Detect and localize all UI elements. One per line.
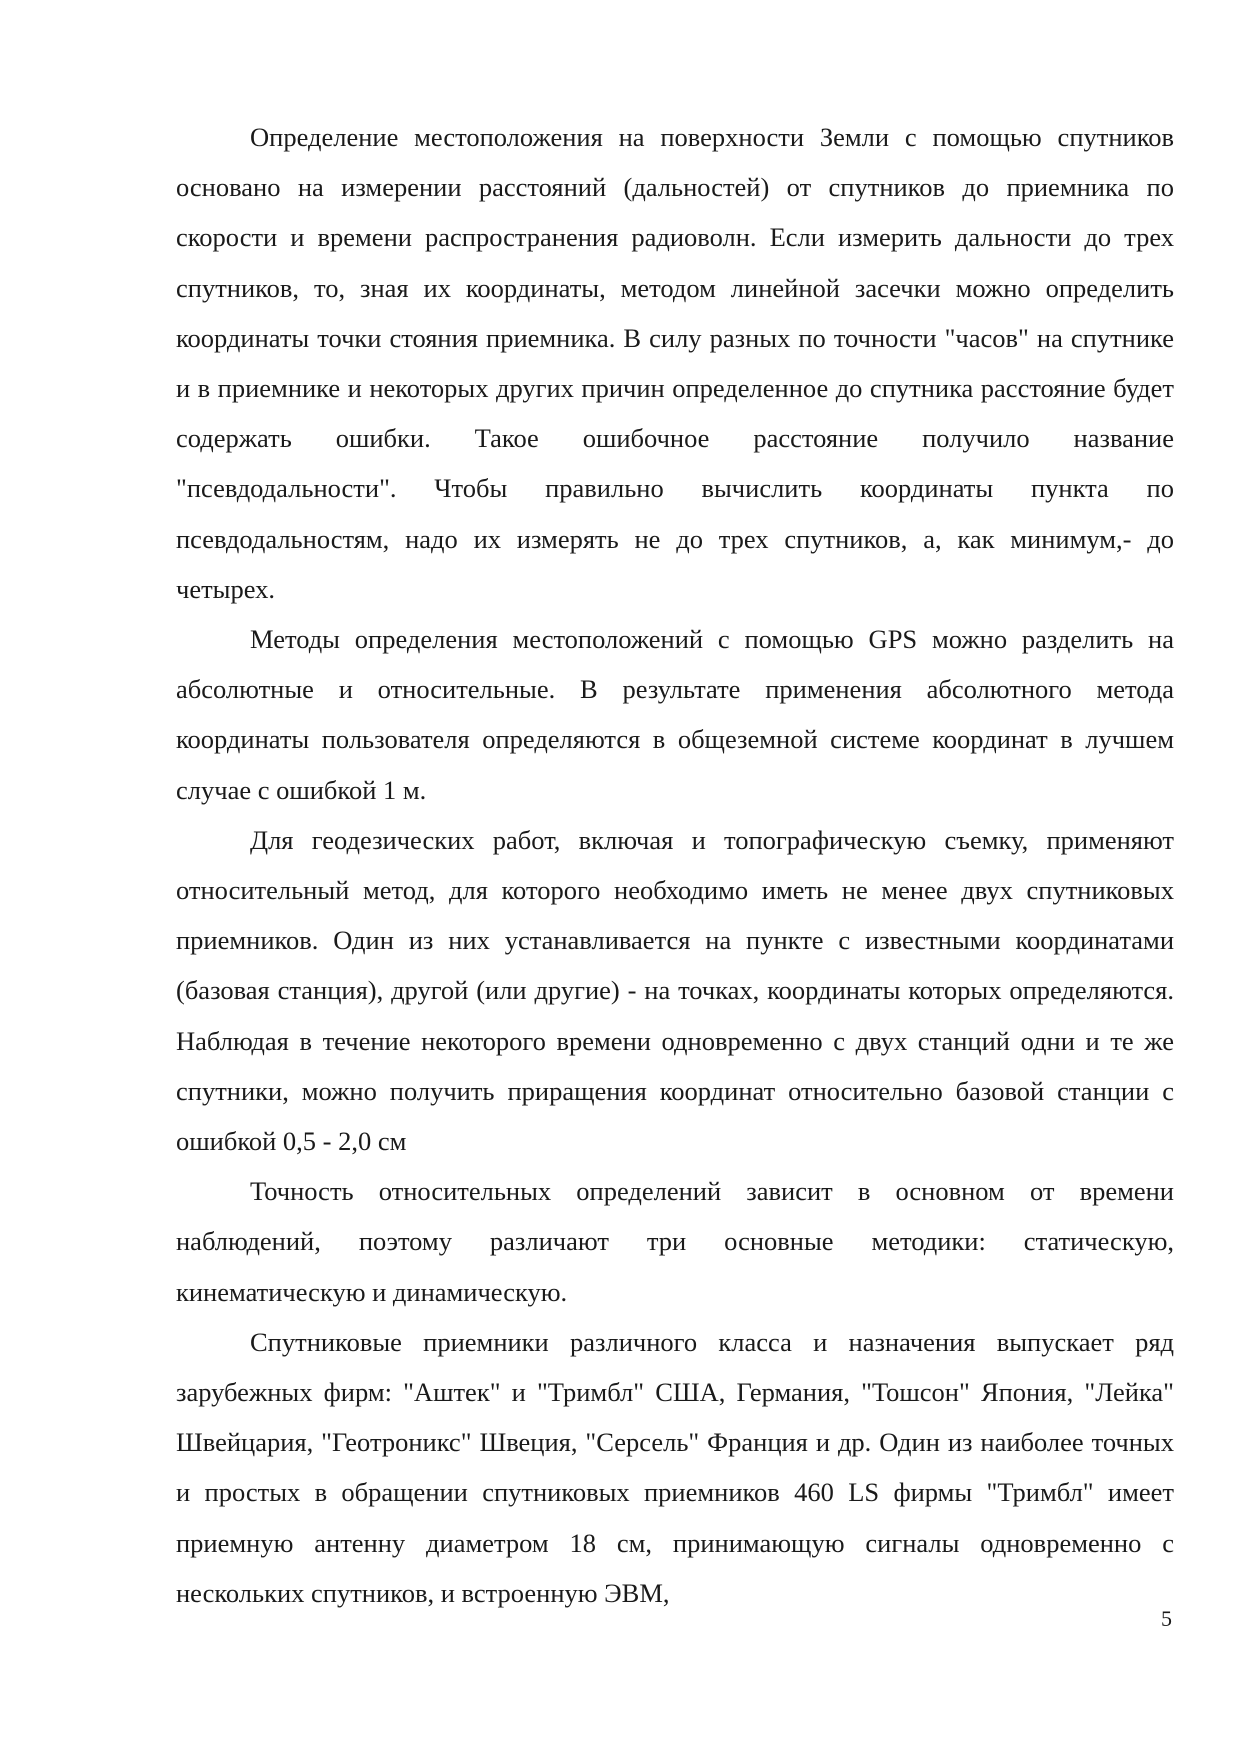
body-text — [176, 112, 1174, 1618]
paragraph-2: Методы определения местоположений с помощью GPS можно разделить на абсолютные и относительные. В результате применения абсолютного метода координаты пользователя определяются в общеземной системе координат в лучшем случае с ошибкой 1 м. — [176, 624, 1174, 805]
paragraph-4: Точность относительных определений зависит в основном от времени наблюдений, поэтому различают три основные методики: статическую, кинематическую и динамическую. — [176, 1176, 1174, 1307]
paragraph-5: Спутниковые приемники различного класса и назначения выпускает ряд зарубежных фирм: "Аштек" и "Тримбл" США, Германия, "Тошсон" Япония, "Лейка" Швейцария, "Геотроникс" Швеция, "Серсель" Франция и др. Один из наиболее точных и простых в обращении спутниковых приемников 460 LS фирмы "Тримбл" имеет приемную антенну диаметром 18 см, принимающую сигналы одновременно с нескольких спутников, и встроенную ЭВМ, — [176, 1326, 1174, 1608]
paragraph-1: Определение местоположения на поверхности Земли с помощью спутников основано на измерении расстояний (дальностей) от спутников до приемника по скорости и времени распространения радиоволн. Если измерить дальности до трех спутников, то, зная их координаты, методом линейной засечки можно определить координаты точки стояния приемника. В силу разных по точности "часов" на спутнике и в приемнике и некоторых других причин определенное до спутника расстояние будет содержать ошибки. Такое ошибочное расстояние получило название "псевдодальности". Чтобы правильно вычислить координаты пункта по псевдодальностям, надо их измерять не до трех спутников, а, как минимум,- до четырех. — [176, 122, 1174, 604]
paragraph-3: Для геодезических работ, включая и топографическую съемку, применяют относительный метод, для которого необходимо иметь не менее двух спутниковых приемников. Один из них устанавливается на пункте с известными координатами (базовая станция), другой (или другие) - на точках, координаты которых определяются. Наблюдая в течение некоторого времени одновременно с двух станций одни и те же спутники, можно получить приращения координат относительно базовой станции с ошибкой 0,5 - 2,0 см — [176, 824, 1174, 1157]
page-number: 5 — [1161, 1606, 1172, 1631]
